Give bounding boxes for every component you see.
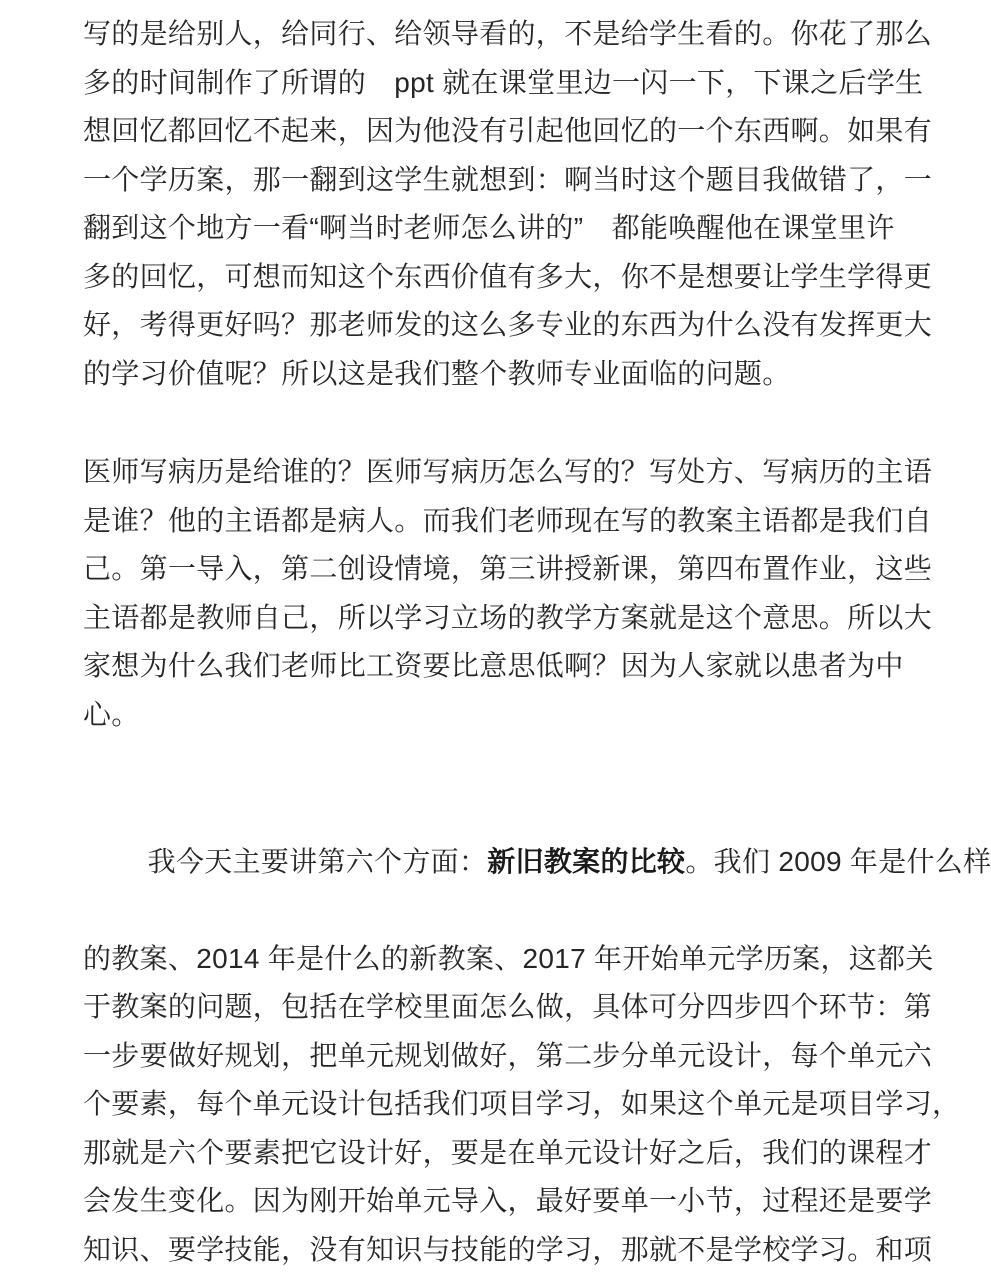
text-segment: 。我们 2009 年是什么样 bbox=[685, 846, 991, 877]
paragraph-2 bbox=[83, 448, 895, 739]
text-line: 一步要做好规划，把单元规划做好，第二步分单元设计，每个单元六 bbox=[83, 1032, 895, 1081]
text-line: 家想为什么我们老师比工资要比意思低啊？因为人家就以患者为中 bbox=[83, 642, 895, 691]
text-line: 一个学历案，那一翻到这学生就想到：啊当时这个题目我做错了，一 bbox=[83, 156, 895, 205]
text-line: 个要素，每个单元设计包括我们项目学习，如果这个单元是项目学习， bbox=[83, 1080, 895, 1129]
paragraph-1 bbox=[83, 10, 895, 398]
text-line: 会发生变化。因为刚开始单元导入，最好要单一小节，过程还是要学 bbox=[83, 1177, 895, 1226]
text-line: 心。 bbox=[83, 691, 895, 740]
paragraph-3 bbox=[83, 789, 895, 1274]
text-line: 翻到这个地方一看“啊当时老师怎么讲的” 都能唤醒他在课堂里许 bbox=[83, 204, 895, 253]
text-line: 多的时间制作了所谓的 ppt 就在课堂里边一闪一下，下课之后学生 bbox=[83, 59, 895, 108]
text-line: 写的是给别人，给同行、给领导看的，不是给学生看的。你花了那么 bbox=[83, 10, 895, 59]
text-line: 于教案的问题，包括在学校里面怎么做，具体可分四步四个环节：第 bbox=[83, 983, 895, 1032]
text-line: 知识、要学技能，没有知识与技能的学习，那就不是学校学习。和项 bbox=[83, 1226, 895, 1274]
text-segment: 我今天主要讲第六个方面： bbox=[148, 846, 488, 877]
text-line: 好，考得更好吗？那老师发的这么多专业的东西为什么没有发挥更大 bbox=[83, 301, 895, 350]
text-line: 那就是六个要素把它设计好，要是在单元设计好之后，我们的课程才 bbox=[83, 1129, 895, 1178]
text-line: 是谁？他的主语都是病人。而我们老师现在写的教案主语都是我们自 bbox=[83, 497, 895, 546]
text-line bbox=[83, 789, 895, 935]
article-body bbox=[83, 10, 895, 1274]
text-line: 的学习价值呢？所以这是我们整个教师专业面临的问题。 bbox=[83, 350, 895, 399]
text-line: 己。第一导入，第二创设情境，第三讲授新课，第四布置作业，这些 bbox=[83, 545, 895, 594]
text-line: 想回忆都回忆不起来，因为他没有引起他回忆的一个东西啊。如果有 bbox=[83, 107, 895, 156]
text-line: 主语都是教师自己，所以学习立场的教学方案就是这个意思。所以大 bbox=[83, 594, 895, 643]
bold-key-phrase: 新旧教案的比较 bbox=[487, 846, 685, 877]
text-line: 医师写病历是给谁的？医师写病历怎么写的？写处方、写病历的主语 bbox=[83, 448, 895, 497]
text-line: 多的回忆，可想而知这个东西价值有多大，你不是想要让学生学得更 bbox=[83, 253, 895, 302]
text-line: 的教案、2014 年是什么的新教案、2017 年开始单元学历案，这都关 bbox=[83, 935, 895, 984]
